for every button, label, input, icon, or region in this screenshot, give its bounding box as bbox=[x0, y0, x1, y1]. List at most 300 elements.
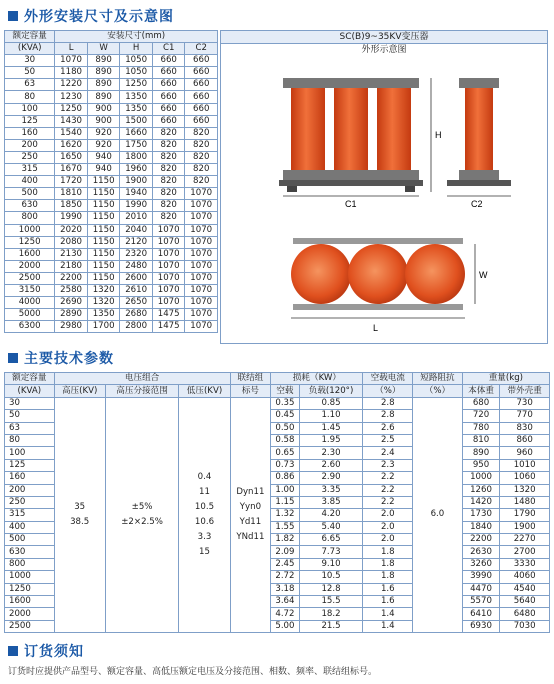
side-base bbox=[447, 180, 511, 186]
capacity-cell: 63 bbox=[5, 422, 55, 434]
table-cell: 30 bbox=[5, 55, 55, 67]
noload-loss-cell: 1.15 bbox=[271, 496, 299, 508]
table-cell: 1070 bbox=[185, 188, 218, 200]
body-weight-cell: 1000 bbox=[462, 472, 500, 484]
coil-top-2 bbox=[348, 244, 408, 304]
capacity-cell: 2000 bbox=[5, 608, 55, 620]
table-cell: 940 bbox=[87, 164, 120, 176]
shell-weight-cell: 1320 bbox=[500, 484, 550, 496]
shell-weight-cell: 6480 bbox=[500, 608, 550, 620]
table-cell: 1475 bbox=[152, 321, 185, 333]
shell-weight-cell: 2270 bbox=[500, 534, 550, 546]
table-row bbox=[5, 309, 218, 321]
body-weight-cell: 3260 bbox=[462, 558, 500, 570]
table-row bbox=[5, 260, 218, 272]
shell-weight-cell: 1060 bbox=[500, 472, 550, 484]
table-row bbox=[5, 188, 218, 200]
conn-cell-line: Yyn0 bbox=[239, 501, 262, 512]
table-cell: 1320 bbox=[87, 297, 120, 309]
table-cell: 890 bbox=[87, 79, 120, 91]
table-row bbox=[5, 176, 218, 188]
table-cell: 820 bbox=[152, 188, 185, 200]
capacity-cell: 800 bbox=[5, 558, 55, 570]
section-title: 订货须知 bbox=[24, 644, 84, 660]
body-weight-cell: 3990 bbox=[462, 571, 500, 583]
table-row bbox=[5, 284, 218, 296]
table-cell: 1150 bbox=[87, 236, 120, 248]
table-cell: 1050 bbox=[120, 67, 153, 79]
load-loss-cell: 5.40 bbox=[299, 521, 363, 533]
outline-diagram-panel bbox=[220, 30, 548, 344]
table-cell: 1475 bbox=[152, 309, 185, 321]
shell-weight-cell: 3330 bbox=[500, 558, 550, 570]
header-impedance: 短路阻抗 bbox=[413, 373, 463, 385]
table-cell: 660 bbox=[185, 55, 218, 67]
side-view bbox=[447, 78, 511, 209]
table-cell: 2120 bbox=[120, 236, 153, 248]
body-weight-cell: 780 bbox=[462, 422, 500, 434]
noload-current-cell: 2.0 bbox=[363, 509, 413, 521]
noload-current-cell: 1.8 bbox=[363, 546, 413, 558]
table-cell: 1150 bbox=[87, 248, 120, 260]
noload-current-cell: 2.8 bbox=[363, 397, 413, 409]
conn-cell-line: YNd11 bbox=[236, 531, 265, 542]
table-cell: 660 bbox=[185, 91, 218, 103]
table-cell: 660 bbox=[152, 79, 185, 91]
shell-weight-cell: 860 bbox=[500, 434, 550, 446]
section-header-tech-params bbox=[8, 348, 114, 368]
shell-weight-cell: 4060 bbox=[500, 571, 550, 583]
load-loss-cell: 15.5 bbox=[299, 596, 363, 608]
table-cell: 1430 bbox=[55, 115, 88, 127]
table-cell: 1070 bbox=[152, 260, 185, 272]
table-row bbox=[5, 103, 218, 115]
table-cell: 4000 bbox=[5, 297, 55, 309]
bottom-bar bbox=[293, 304, 463, 310]
table-cell: 100 bbox=[5, 103, 55, 115]
table-cell: 5000 bbox=[5, 309, 55, 321]
load-loss-cell: 0.85 bbox=[299, 397, 363, 409]
table-cell: 1990 bbox=[120, 200, 153, 212]
table-cell: 2040 bbox=[120, 224, 153, 236]
section-header-dimensions bbox=[8, 6, 174, 26]
header-tap: 高压分接范围 bbox=[105, 385, 179, 397]
table-cell: 1070 bbox=[185, 248, 218, 260]
square-bullet-icon bbox=[8, 646, 18, 656]
noload-current-cell: 1.6 bbox=[363, 596, 413, 608]
table-cell: 660 bbox=[152, 67, 185, 79]
hv-cell bbox=[54, 397, 105, 632]
table-cell: 900 bbox=[87, 115, 120, 127]
body-weight-cell: 890 bbox=[462, 447, 500, 459]
lv-cell-line: 15 bbox=[199, 546, 210, 557]
dimensions-table bbox=[4, 30, 218, 333]
table-cell: 660 bbox=[185, 79, 218, 91]
noload-current-cell: 1.4 bbox=[363, 620, 413, 632]
body-weight-cell: 720 bbox=[462, 410, 500, 422]
table-cell: 820 bbox=[152, 176, 185, 188]
table-cell: 820 bbox=[152, 164, 185, 176]
hv-cell-line: 35 bbox=[74, 501, 86, 512]
body-weight-cell: 2630 bbox=[462, 546, 500, 558]
label-c2: C2 bbox=[471, 199, 483, 209]
table-cell: 2680 bbox=[120, 309, 153, 321]
table-cell: 1070 bbox=[185, 224, 218, 236]
table-cell: 820 bbox=[152, 139, 185, 151]
lv-cell-line: 11 bbox=[199, 486, 210, 497]
capacity-cell: 1000 bbox=[5, 571, 55, 583]
section-header-ordering bbox=[8, 641, 84, 661]
table-cell: 2890 bbox=[55, 309, 88, 321]
capacity-cell: 30 bbox=[5, 397, 55, 409]
table-cell: 1070 bbox=[185, 321, 218, 333]
table-cell: 2610 bbox=[120, 284, 153, 296]
table-cell: 1070 bbox=[152, 272, 185, 284]
capacity-cell: 315 bbox=[5, 509, 55, 521]
capacity-cell: 125 bbox=[5, 459, 55, 471]
table-cell: 3150 bbox=[5, 284, 55, 296]
header-col: C1 bbox=[152, 43, 185, 55]
shell-weight-cell: 2700 bbox=[500, 546, 550, 558]
noload-current-cell: 2.2 bbox=[363, 484, 413, 496]
dimensions-table-body bbox=[5, 55, 218, 333]
header-col: W bbox=[87, 43, 120, 55]
table-cell: 1750 bbox=[120, 139, 153, 151]
noload-current-cell: 2.0 bbox=[363, 534, 413, 546]
load-loss-cell: 1.95 bbox=[299, 434, 363, 446]
header-hv: 高压(KV) bbox=[54, 385, 105, 397]
shell-weight-cell: 1790 bbox=[500, 509, 550, 521]
table-cell: 1540 bbox=[55, 127, 88, 139]
table-row bbox=[5, 67, 218, 79]
shell-weight-cell: 1900 bbox=[500, 521, 550, 533]
body-weight-cell: 810 bbox=[462, 434, 500, 446]
table-cell: 1070 bbox=[185, 212, 218, 224]
table-cell: 660 bbox=[152, 115, 185, 127]
load-loss-cell: 6.65 bbox=[299, 534, 363, 546]
table-row bbox=[5, 139, 218, 151]
header-unit: (KVA) bbox=[5, 43, 55, 55]
shell-weight-cell: 730 bbox=[500, 397, 550, 409]
side-top bbox=[459, 78, 499, 88]
wheel bbox=[405, 186, 415, 192]
top-bar bbox=[293, 238, 463, 244]
header-col: H bbox=[120, 43, 153, 55]
table-cell: 660 bbox=[152, 103, 185, 115]
noload-current-cell: 2.2 bbox=[363, 496, 413, 508]
noload-loss-cell: 5.00 bbox=[271, 620, 299, 632]
table-cell: 900 bbox=[87, 103, 120, 115]
diagram-header: SC(B)9~35KV变压器 bbox=[221, 31, 547, 44]
table-cell: 1810 bbox=[55, 188, 88, 200]
table-cell: 820 bbox=[185, 164, 218, 176]
table-cell: 1070 bbox=[185, 297, 218, 309]
body-weight-cell: 6930 bbox=[462, 620, 500, 632]
conn-cell bbox=[230, 397, 271, 632]
table-cell: 1150 bbox=[87, 200, 120, 212]
lv-cell-line: 3.3 bbox=[197, 531, 212, 542]
wheel bbox=[287, 186, 297, 192]
label-c1: C1 bbox=[345, 199, 357, 209]
noload-current-cell: 1.8 bbox=[363, 571, 413, 583]
coil-top-3 bbox=[405, 244, 465, 304]
tap-cell-line: ±5% bbox=[131, 501, 153, 512]
header-shell: 带外壳重 bbox=[500, 385, 550, 397]
capacity-cell: 1600 bbox=[5, 596, 55, 608]
noload-loss-cell: 1.32 bbox=[271, 509, 299, 521]
coil-1 bbox=[291, 88, 325, 170]
table-cell: 400 bbox=[5, 176, 55, 188]
noload-loss-cell: 0.50 bbox=[271, 422, 299, 434]
table-cell: 1070 bbox=[152, 224, 185, 236]
table-cell: 890 bbox=[87, 55, 120, 67]
load-loss-cell: 1.10 bbox=[299, 410, 363, 422]
load-loss-cell: 4.20 bbox=[299, 509, 363, 521]
table-row bbox=[5, 212, 218, 224]
section-title: 主要技术参数 bbox=[24, 351, 114, 367]
load-loss-cell: 3.85 bbox=[299, 496, 363, 508]
table-cell: 1070 bbox=[152, 236, 185, 248]
table-row bbox=[5, 224, 218, 236]
coil-top-1 bbox=[291, 244, 351, 304]
table-row bbox=[5, 272, 218, 284]
table-cell: 63 bbox=[5, 79, 55, 91]
table-cell: 820 bbox=[185, 127, 218, 139]
noload-loss-cell: 0.73 bbox=[271, 459, 299, 471]
noload-loss-cell: 0.35 bbox=[271, 397, 299, 409]
section-title: 外形安装尺寸及示意图 bbox=[24, 9, 174, 25]
bottom-yoke bbox=[283, 170, 419, 180]
load-loss-cell: 9.10 bbox=[299, 558, 363, 570]
top-yoke bbox=[283, 78, 419, 88]
tech-params-table bbox=[4, 372, 550, 633]
header-capacity: 额定容量 bbox=[5, 373, 55, 385]
table-row bbox=[5, 164, 218, 176]
load-loss-cell: 2.60 bbox=[299, 459, 363, 471]
transformer-diagram bbox=[221, 56, 547, 342]
table-cell: 1350 bbox=[87, 309, 120, 321]
table-cell: 1070 bbox=[185, 284, 218, 296]
table-cell: 1150 bbox=[87, 272, 120, 284]
table-row bbox=[5, 321, 218, 333]
table-cell: 1070 bbox=[55, 55, 88, 67]
table-cell: 1990 bbox=[55, 212, 88, 224]
capacity-cell: 160 bbox=[5, 472, 55, 484]
table-cell: 2580 bbox=[55, 284, 88, 296]
table-cell: 1600 bbox=[5, 248, 55, 260]
table-cell: 1250 bbox=[55, 103, 88, 115]
body-weight-cell: 6410 bbox=[462, 608, 500, 620]
noload-loss-cell: 2.72 bbox=[271, 571, 299, 583]
table-cell: 660 bbox=[152, 91, 185, 103]
table-cell: 1670 bbox=[55, 164, 88, 176]
noload-loss-cell: 4.72 bbox=[271, 608, 299, 620]
table-cell: 820 bbox=[152, 212, 185, 224]
load-loss-cell: 10.5 bbox=[299, 571, 363, 583]
noload-current-cell: 1.6 bbox=[363, 583, 413, 595]
table-cell: 1320 bbox=[87, 284, 120, 296]
table-cell: 2130 bbox=[55, 248, 88, 260]
table-cell: 1350 bbox=[120, 91, 153, 103]
noload-current-cell: 1.4 bbox=[363, 608, 413, 620]
noload-current-cell: 2.6 bbox=[363, 422, 413, 434]
table-cell: 820 bbox=[152, 200, 185, 212]
shell-weight-cell: 5640 bbox=[500, 596, 550, 608]
body-weight-cell: 1730 bbox=[462, 509, 500, 521]
header-lv: 低压(KV) bbox=[179, 385, 230, 397]
table-row bbox=[5, 297, 218, 309]
noload-loss-cell: 1.00 bbox=[271, 484, 299, 496]
header-imp-pct: （%） bbox=[413, 385, 463, 397]
table-cell: 1000 bbox=[5, 224, 55, 236]
front-view bbox=[279, 78, 442, 209]
table-cell: 940 bbox=[87, 151, 120, 163]
load-loss-cell: 3.35 bbox=[299, 484, 363, 496]
load-loss-cell: 18.2 bbox=[299, 608, 363, 620]
header-col: C2 bbox=[185, 43, 218, 55]
capacity-cell: 100 bbox=[5, 447, 55, 459]
table-cell: 660 bbox=[185, 103, 218, 115]
table-cell: 820 bbox=[152, 127, 185, 139]
hv-cell-line: 38.5 bbox=[70, 516, 90, 527]
load-loss-cell: 2.90 bbox=[299, 472, 363, 484]
header-loss: 损耗（KW） bbox=[271, 373, 363, 385]
header-pct: （%） bbox=[363, 385, 413, 397]
table-cell: 2200 bbox=[55, 272, 88, 284]
noload-current-cell: 2.0 bbox=[363, 521, 413, 533]
table-cell: 1500 bbox=[120, 115, 153, 127]
lv-cell-line: 10.6 bbox=[194, 516, 215, 527]
table-cell: 1900 bbox=[120, 176, 153, 188]
capacity-cell: 50 bbox=[5, 410, 55, 422]
header-body: 本体重 bbox=[462, 385, 500, 397]
table-cell: 660 bbox=[185, 67, 218, 79]
load-loss-cell: 2.30 bbox=[299, 447, 363, 459]
label-w: W bbox=[479, 270, 488, 280]
header-col: L bbox=[55, 43, 88, 55]
table-cell: 660 bbox=[152, 55, 185, 67]
noload-current-cell: 1.8 bbox=[363, 558, 413, 570]
header-current: 空载电流 bbox=[363, 373, 413, 385]
table-cell: 1070 bbox=[152, 248, 185, 260]
table-cell: 1050 bbox=[120, 55, 153, 67]
tap-cell-line: ±2×2.5% bbox=[121, 516, 163, 527]
table-cell: 2980 bbox=[55, 321, 88, 333]
table-cell: 1660 bbox=[120, 127, 153, 139]
load-loss-cell: 1.45 bbox=[299, 422, 363, 434]
impedance-cell: 6.0 bbox=[413, 397, 463, 632]
table-cell: 630 bbox=[5, 200, 55, 212]
header-noload: 空载 bbox=[271, 385, 299, 397]
capacity-cell: 630 bbox=[5, 546, 55, 558]
table-cell: 820 bbox=[185, 139, 218, 151]
table-cell: 1070 bbox=[185, 272, 218, 284]
shell-weight-cell: 1480 bbox=[500, 496, 550, 508]
noload-loss-cell: 1.82 bbox=[271, 534, 299, 546]
noload-current-cell: 2.3 bbox=[363, 459, 413, 471]
tap-cell bbox=[105, 397, 179, 632]
header-code: 标号 bbox=[230, 385, 271, 397]
header-voltage: 电压组合 bbox=[54, 373, 230, 385]
table-cell: 920 bbox=[87, 127, 120, 139]
table-row bbox=[5, 55, 218, 67]
table-cell: 1070 bbox=[185, 236, 218, 248]
body-weight-cell: 4470 bbox=[462, 583, 500, 595]
header-conn: 联结组 bbox=[230, 373, 271, 385]
table-cell: 660 bbox=[185, 115, 218, 127]
capacity-cell: 250 bbox=[5, 496, 55, 508]
lv-cell-line: 10.5 bbox=[194, 501, 215, 512]
conn-cell-line: Yd11 bbox=[239, 516, 262, 527]
shell-weight-cell: 770 bbox=[500, 410, 550, 422]
capacity-cell: 200 bbox=[5, 484, 55, 496]
noload-loss-cell: 0.65 bbox=[271, 447, 299, 459]
noload-current-cell: 2.4 bbox=[363, 447, 413, 459]
noload-loss-cell: 3.64 bbox=[271, 596, 299, 608]
table-cell: 315 bbox=[5, 164, 55, 176]
body-weight-cell: 1840 bbox=[462, 521, 500, 533]
table-cell: 1230 bbox=[55, 91, 88, 103]
table-cell: 890 bbox=[87, 67, 120, 79]
table-cell: 2600 bbox=[120, 272, 153, 284]
table-cell: 160 bbox=[5, 127, 55, 139]
shell-weight-cell: 830 bbox=[500, 422, 550, 434]
diagram-subtitle: 外形示意图 bbox=[361, 45, 407, 55]
header-weight: 重量(kg) bbox=[462, 373, 549, 385]
table-row bbox=[5, 151, 218, 163]
table-cell: 820 bbox=[152, 151, 185, 163]
table-cell: 920 bbox=[87, 139, 120, 151]
table-cell: 1960 bbox=[120, 164, 153, 176]
table-cell: 2180 bbox=[55, 260, 88, 272]
tech-params-table-body bbox=[5, 397, 550, 632]
table-cell: 250 bbox=[5, 151, 55, 163]
header-unit: (KVA) bbox=[5, 385, 55, 397]
table-row bbox=[5, 397, 550, 409]
noload-loss-cell: 0.86 bbox=[271, 472, 299, 484]
table-cell: 50 bbox=[5, 67, 55, 79]
body-weight-cell: 1260 bbox=[462, 484, 500, 496]
noload-loss-cell: 0.45 bbox=[271, 410, 299, 422]
capacity-cell: 400 bbox=[5, 521, 55, 533]
table-row bbox=[5, 248, 218, 260]
noload-loss-cell: 1.55 bbox=[271, 521, 299, 533]
table-cell: 2800 bbox=[120, 321, 153, 333]
table-cell: 125 bbox=[5, 115, 55, 127]
square-bullet-icon bbox=[8, 353, 18, 363]
shell-weight-cell: 1010 bbox=[500, 459, 550, 471]
coil-2 bbox=[334, 88, 368, 170]
ordering-note: 订货时应提供产品型号、额定容量、高低压额定电压及分接范围、相数、频率、联结组标号。 bbox=[8, 667, 378, 677]
table-row bbox=[5, 115, 218, 127]
table-cell: 2080 bbox=[55, 236, 88, 248]
table-cell: 1250 bbox=[5, 236, 55, 248]
table-cell: 1150 bbox=[87, 188, 120, 200]
table-row bbox=[5, 91, 218, 103]
table-cell: 2480 bbox=[120, 260, 153, 272]
noload-loss-cell: 3.18 bbox=[271, 583, 299, 595]
table-cell: 890 bbox=[87, 91, 120, 103]
table-cell: 1150 bbox=[87, 260, 120, 272]
body-weight-cell: 1420 bbox=[462, 496, 500, 508]
table-cell: 2000 bbox=[5, 260, 55, 272]
conn-cell-line: Dyn11 bbox=[236, 486, 265, 497]
table-cell: 1070 bbox=[185, 260, 218, 272]
label-h: H bbox=[435, 130, 442, 140]
shell-weight-cell: 960 bbox=[500, 447, 550, 459]
table-cell: 1940 bbox=[120, 188, 153, 200]
noload-current-cell: 2.8 bbox=[363, 410, 413, 422]
